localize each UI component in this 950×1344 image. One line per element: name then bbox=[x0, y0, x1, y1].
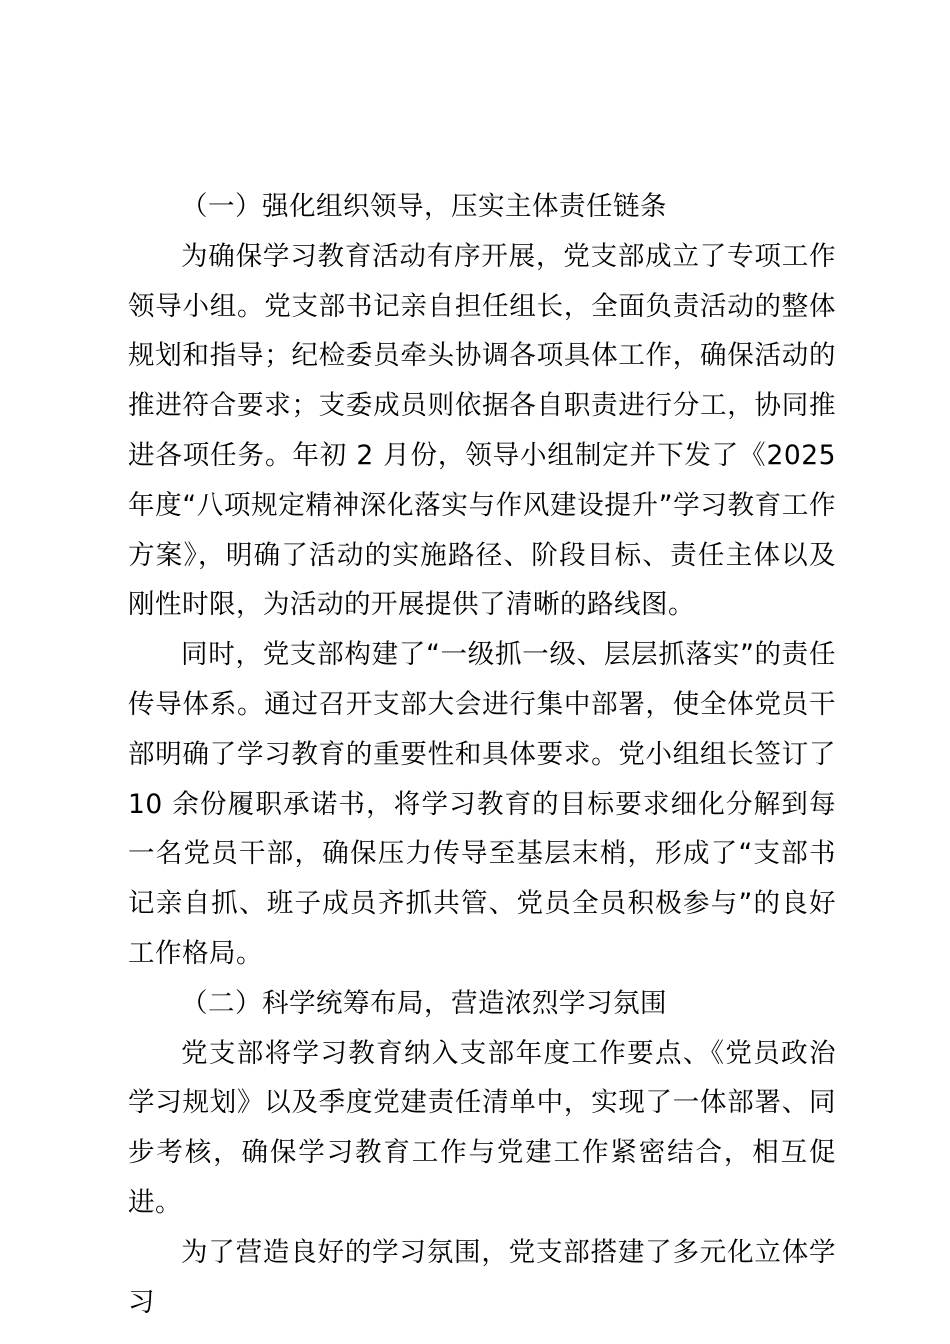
paragraph-responsibility-system: 同时，党支部构建了“一级抓一级、层层抓落实”的责任传导体系。通过召开支部大会进行集中部署，使全体党员干部明确了学习教育的重要性和具体要求。党小组组长签订了 10 余份履职承诺书，将学习教育的目标要求细化分解到每一名党员干部，确保压力传导至基层末梢，形成了“支部书记亲自抓、班子成员齐抓共管、党员全员积极参与”的良好工作格局。 bbox=[128, 639, 836, 969]
paragraph-leadership-group: 为确保学习教育活动有序开展，党支部成立了专项工作领导小组。党支部书记亲自担任组长，全面负责活动的整体规划和指导；纪检委员牵头协调各项具体工作，确保活动的推进符合要求；支委成员则依据各自职责进行分工，协同推进各项任务。年初 2 月份，领导小组制定并下发了《2025 年度“八项规定精神深化落实与作风建设提升”学习教育工作方案》，明确了活动的实施路径、阶段目标、责任主体以及刚性时限，为活动的开展提供了清晰的路线图。 bbox=[128, 240, 836, 621]
paragraph-annual-plan: 党支部将学习教育纳入支部年度工作要点、《党员政治学习规划》以及季度党建责任清单中，实现了一体部署、同步考核，确保学习教育工作与党建工作紧密结合，相互促进。 bbox=[128, 1037, 836, 1218]
section-heading-2: （二）科学统筹布局，营造浓烈学习氛围 bbox=[181, 987, 667, 1019]
paragraph-learning-atmosphere: 为了营造良好的学习氛围，党支部搭建了多元化立体学习 bbox=[128, 1236, 836, 1318]
section-heading-1: （一）强化组织领导，压实主体责任链条 bbox=[181, 191, 667, 222]
document-body bbox=[128, 182, 836, 1327]
